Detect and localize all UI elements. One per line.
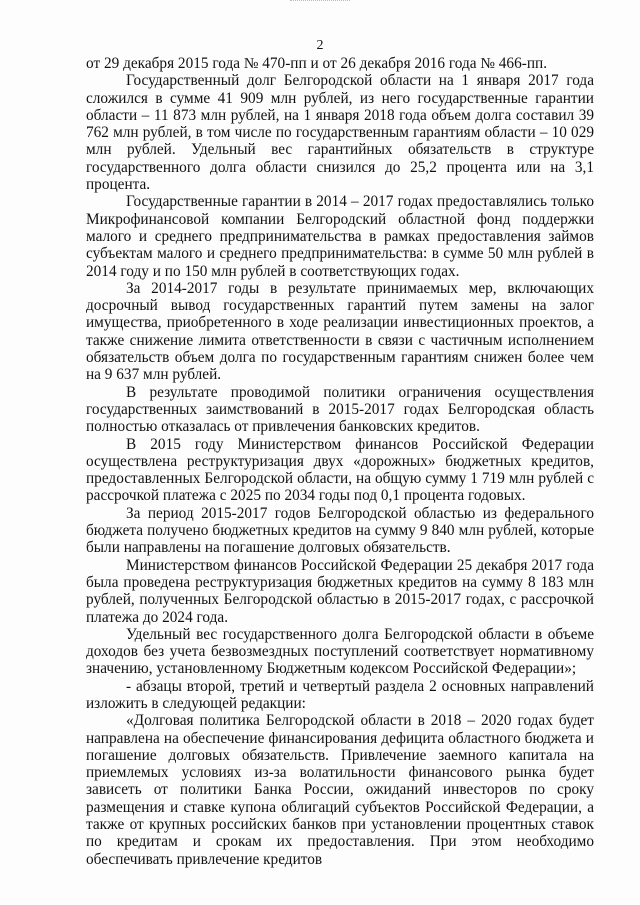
scan-top-mark bbox=[290, 0, 350, 4]
paragraph-borrowing-policy: В результате проводимой политики ограничения осуществления государственных заимствований в 2015-2017 годах Белгородская область полностью отказалась от привлечения банковских кредитов. bbox=[86, 383, 594, 436]
paragraph-amendment-note: - абзацы второй, третий и четвертый раздела 2 основных направлений изложить в следующей редакции: bbox=[86, 677, 594, 712]
paragraph-measures: За 2014-2017 годы в результате принимаемых мер, включающих досрочный вывод государственных гарантий путем замены на залог имущества, приобретенного в ходе реализации инвестиционных проектов, а также снижение лимита ответственности в связи с частичным исполнением обязательств объем долга по государственным гарантиям снижен более чем на 9 637 млн рублей. bbox=[86, 279, 594, 384]
document-body bbox=[86, 55, 594, 868]
paragraph-continuation: от 29 декабря 2015 года № 470-пп и от 26 декабря 2016 года № 466-пп. bbox=[86, 55, 548, 72]
paragraph-state-debt: Государственный долг Белгородской области на 1 января 2017 года сложился в сумме 41 909 млн рублей, из него государственные гарантии области – 11 873 млн рублей, на 1 января 2018 года объем долга составил 39 762 млн рублей, в том числе по государственным гарантиям области – 10 029 млн рублей. Удельный вес гарантийных обязательств в структуре государственного долга области снизился до 25,2 процента или на 3,1 процента. bbox=[86, 72, 594, 194]
paragraph-state-guarantees: Государственные гарантии в 2014 – 2017 годах предоставлялись только Микрофинансовой компании Белгородский областной фонд поддержки малого и среднего предпринимательства в рамках предоставления займов субъектам малого и среднего предпринимательства: в сумме 50 млн рублей в 2014 году и по 150 млн рублей в соответствующих годах. bbox=[86, 193, 594, 280]
paragraph-restructuring-2015: В 2015 году Министерством финансов Российской Федерации осуществлена реструктуризация двух «дорожных» бюджетных кредитов, предоставленных Белгородской области, на общую сумму 1 719 млн рублей с рассрочкой платежа с 2025 по 2034 годы под 0,1 процента годовых. bbox=[86, 435, 594, 505]
paragraph-budget-credits: За период 2015-2017 годов Белгородской областью из федерального бюджета получено бюджетных кредитов на сумму 9 840 млн рублей, которые были направлены на погашение долговых обязательств. bbox=[86, 504, 594, 557]
paragraph-debt-share: Удельный вес государственного долга Белгородской области в объеме доходов без учета безвозмездных поступлений соответствует нормативному значению, установленному Бюджетным кодексом Российской Федерации»; bbox=[86, 625, 594, 678]
paragraph-debt-policy-2018: «Долговая политика Белгородской области в 2018 – 2020 годах будет направлена на обеспечение финансирования дефицита областного бюджета и погашение долговых обязательств. Привлечение заемного капитала на приемлемых условиях из-за волатильности финансового рынка будет зависеть от политики Банка России, ожиданий инвесторов по сроку размещения и ставке купона облигаций субъектов Российской Федерации, а также от крупных российских банков при установлении процентных ставок по кредитам и срокам их предоставления. При этом необходимо обеспечивать привлечение кредитов bbox=[86, 712, 594, 868]
page-number: 2 bbox=[316, 38, 324, 53]
paragraph-restructuring-2017: Министерством финансов Российской Федерации 25 декабря 2017 года была проведена реструктуризация бюджетных кредитов на сумму 8 183 млн рублей, полученных Белгородской областью в 2015-2017 годах, с рассрочкой платежа до 2024 года. bbox=[86, 556, 594, 626]
